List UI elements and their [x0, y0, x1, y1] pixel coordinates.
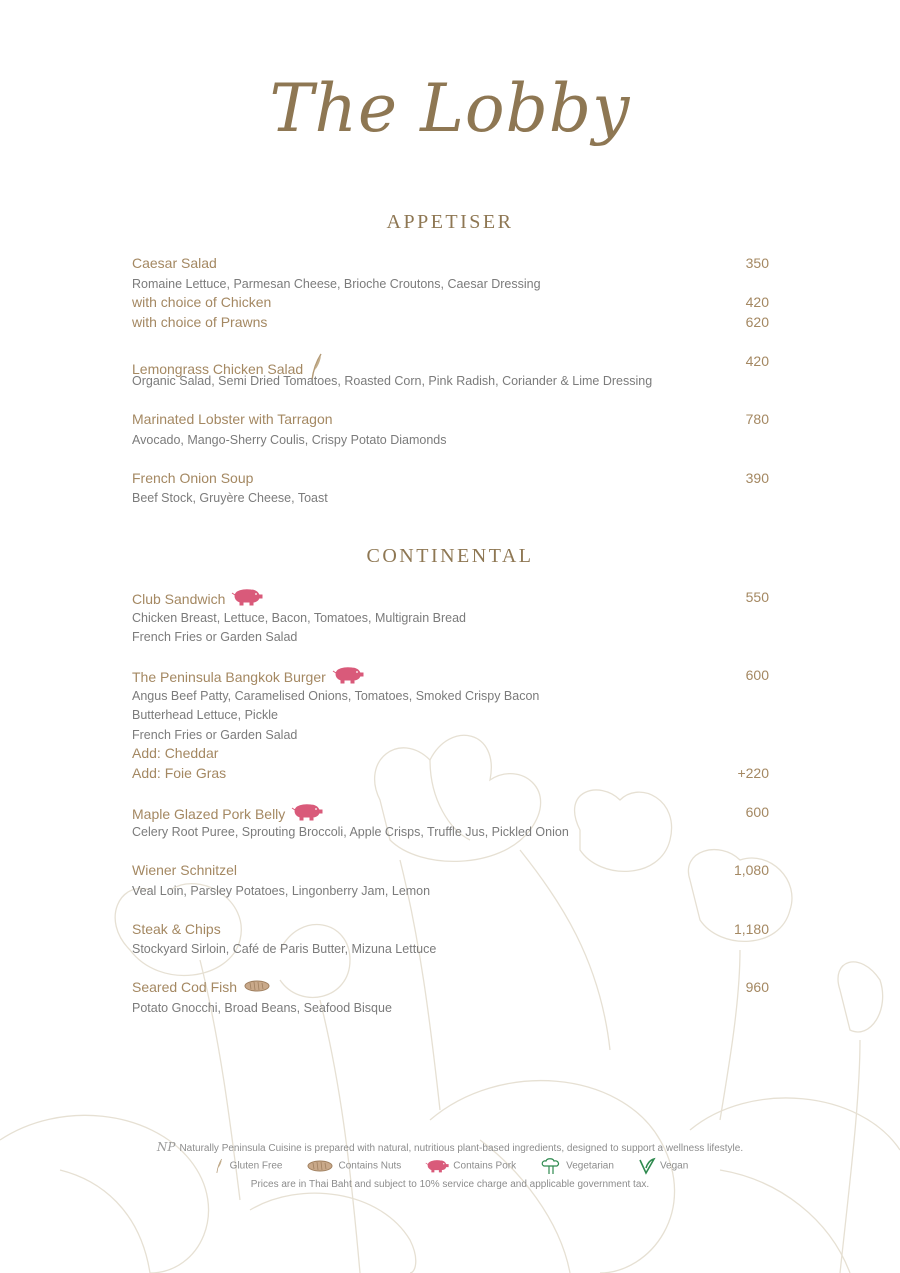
menu-item-name: with choice of Prawns	[132, 313, 268, 330]
wellness-note-text: Naturally Peninsula Cuisine is prepared with natural, nutritious plant-based ingredients, designed to support a wellness lifestyle.	[179, 1143, 744, 1154]
menu-item-line	[132, 608, 769, 628]
vegetarian-icon	[540, 1161, 566, 1172]
menu-item-header	[132, 861, 769, 881]
menu-item-price: 420	[745, 352, 769, 369]
restaurant-title: The Lobby	[269, 70, 631, 147]
menu-item-line	[132, 881, 769, 901]
menu-item	[132, 469, 769, 508]
menu-item-line	[132, 939, 769, 959]
menu-item	[132, 588, 769, 647]
legend-item	[540, 1157, 614, 1175]
legend-label: Contains Nuts	[338, 1160, 402, 1172]
menu-item-name: The Peninsula Bangkok Burger	[132, 668, 326, 685]
legend-item	[638, 1157, 688, 1175]
nuts-icon	[306, 1161, 338, 1172]
menu-item-price: 960	[745, 979, 769, 995]
menu-item-header	[132, 254, 769, 274]
menu-item-price: 600	[745, 803, 769, 820]
nuts-icon	[243, 978, 271, 998]
menu-item-line	[132, 274, 769, 294]
menu-item-price: 350	[745, 255, 769, 271]
menu-item-description: Butterhead Lettuce, Pickle	[132, 708, 278, 722]
menu-item-name: French Onion Soup	[132, 469, 254, 486]
menu-item-price: +220	[737, 764, 769, 781]
menu-item-name: Caesar Salad	[132, 255, 217, 271]
menu-item-price: 780	[745, 411, 769, 427]
menu-item-name: Club Sandwich	[132, 590, 226, 607]
menu-item-name: Seared Cod Fish	[132, 979, 238, 995]
menu-item-description: Celery Root Puree, Sprouting Broccoli, Apple Crisps, Truffle Jus, Pickled Onion	[132, 825, 569, 839]
menu-item-description: Chicken Breast, Lettuce, Bacon, Tomatoes, Multigrain Bread	[132, 610, 466, 625]
menu-item-price: 420	[745, 294, 769, 310]
section-heading-continental: CONTINENTAL	[366, 545, 534, 567]
menu-item-line	[132, 705, 769, 725]
menu-item-line	[132, 686, 769, 706]
menu-item-header	[132, 920, 769, 940]
menu-item-line	[132, 764, 769, 784]
menu-item-line	[132, 998, 769, 1018]
menu-item-price: 600	[745, 667, 769, 683]
menu-item-name: Steak & Chips	[132, 920, 221, 937]
legend-label: Vegan	[659, 1160, 689, 1172]
menu-item-name: Maple Glazed Pork Belly	[132, 805, 286, 822]
menu-item-line	[132, 822, 769, 842]
menu-item-description: Romaine Lettuce, Parmesan Cheese, Brioche Croutons, Caesar Dressing	[132, 276, 541, 291]
menu-item	[132, 803, 769, 842]
menu-item	[132, 978, 769, 1017]
legend-label: Gluten Free	[229, 1160, 283, 1172]
menu-item-line	[132, 744, 769, 764]
menu-item-line	[132, 488, 769, 508]
price-note: Prices are in Thai Baht and subject to 10% service charge and applicable government tax.	[250, 1179, 650, 1190]
menu-item	[132, 352, 769, 391]
menu-item	[132, 666, 769, 783]
menu-item-name: Add: Cheddar	[132, 745, 219, 761]
menu-item-description: French Fries or Garden Salad	[132, 727, 298, 742]
menu-item-description: Stockyard Sirloin, Café de Paris Butter, Mizuna Lettuce	[132, 942, 437, 956]
gluten-free-icon	[212, 1161, 230, 1172]
pork-icon	[425, 1161, 453, 1172]
menu-item-header	[132, 803, 769, 823]
menu-item-description: Organic Salad, Semi Dried Tomatoes, Roasted Corn, Pink Radish, Coriander & Lime Dressing	[132, 374, 653, 388]
menu-item-description: Avocado, Mango-Sherry Coulis, Crispy Potato Diamonds	[132, 432, 447, 447]
legend-label: Vegetarian	[566, 1160, 614, 1172]
menu-item-line	[132, 627, 769, 647]
menu-item-price: 1,180	[733, 920, 769, 937]
legend-item	[212, 1158, 283, 1174]
menu-item	[132, 861, 769, 900]
menu-item-price: 390	[745, 469, 769, 486]
menu-item-header	[132, 666, 769, 686]
menu-item-line	[132, 725, 769, 745]
dietary-legend	[0, 1157, 900, 1175]
menu-item-line	[132, 293, 769, 313]
menu-item-price: 1,080	[733, 862, 769, 878]
menu-item	[132, 254, 769, 332]
menu-item	[132, 920, 769, 959]
section-heading-appetiser: APPETISER	[386, 211, 514, 233]
vegan-icon	[638, 1161, 660, 1172]
menu-item-header	[132, 410, 769, 430]
menu-item-name: Lemongrass Chicken Salad	[132, 360, 304, 377]
menu-item-description: Veal Loin, Parsley Potatoes, Lingonberry Jam, Lemon	[132, 883, 431, 898]
continental-section	[132, 588, 769, 1037]
menu-item-header	[132, 469, 769, 489]
menu-item	[132, 410, 769, 449]
menu-item-name: Add: Foie Gras	[132, 764, 227, 781]
legend-item	[306, 1160, 401, 1172]
menu-item-name: Marinated Lobster with Tarragon	[132, 411, 333, 427]
menu-item-description: Angus Beef Patty, Caramelised Onions, Tomatoes, Smoked Crispy Bacon	[132, 688, 540, 703]
legend-label: Contains Pork	[453, 1160, 517, 1172]
menu-item-line	[132, 313, 769, 333]
menu-item-name: with choice of Chicken	[132, 294, 272, 310]
naturally-peninsula-logo: NP	[156, 1140, 176, 1154]
menu-item-name: Wiener Schnitzel	[132, 862, 238, 878]
legend-item	[425, 1159, 516, 1173]
menu-item-line	[132, 371, 769, 391]
menu-item-description: Potato Gnocchi, Broad Beans, Seafood Bisque	[132, 1000, 392, 1015]
menu-item-header	[132, 978, 769, 998]
appetiser-section	[132, 254, 769, 527]
menu-item-price: 550	[745, 589, 769, 605]
menu-item-header	[132, 352, 769, 377]
wellness-note	[0, 1140, 900, 1154]
menu-item-description: French Fries or Garden Salad	[132, 630, 298, 644]
menu-item-price: 620	[745, 313, 769, 330]
menu-item-description: Beef Stock, Gruyère Cheese, Toast	[132, 491, 328, 505]
menu-item-line	[132, 430, 769, 450]
menu-item-header	[132, 588, 769, 608]
